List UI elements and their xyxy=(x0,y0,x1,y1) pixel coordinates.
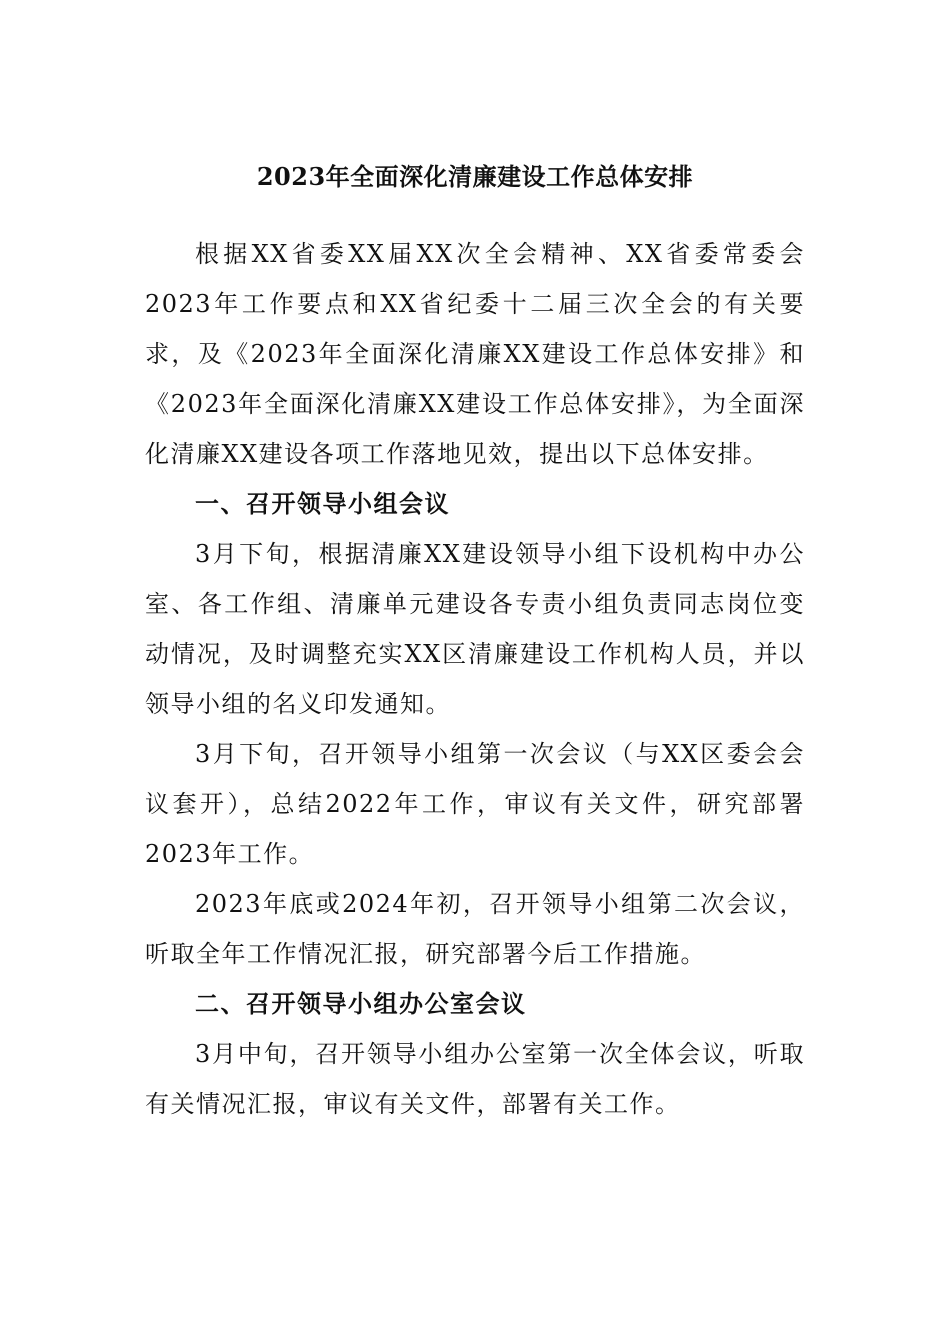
section-1-paragraph-2: 3月下旬，召开领导小组第一次会议（与XX区委会会议套开），总结2022年工作，审议有关文件，研究部署2023年工作。 xyxy=(145,740,805,868)
section-heading-2: 二、召开领导小组办公室会议 xyxy=(195,989,527,1018)
intro-paragraph: 根据XX省委XX届XX次全会精神、XX省委常委会2023年工作要点和XX省纪委十二届三次全会的有关要求，及《2023年全面深化清廉XX建设工作总体安排》和《2023年全面深化清廉XX建设工作总体安排》，为全面深化清廉XX建设各项工作落地见效，提出以下总体安排。 xyxy=(145,240,805,468)
section-heading-1: 一、召开领导小组会议 xyxy=(195,489,450,518)
document-body xyxy=(145,229,805,1129)
document-title: 2023年全面深化清廉建设工作总体安排 xyxy=(256,162,694,191)
section-1-paragraph-1: 3月下旬，根据清廉XX建设领导小组下设机构中办公室、各工作组、清廉单元建设各专责小组负责同志岗位变动情况，及时调整充实XX区清廉建设工作机构人员，并以领导小组的名义印发通知。 xyxy=(145,540,805,718)
section-2-paragraph-1: 3月中旬，召开领导小组办公室第一次全体会议，听取有关情况汇报，审议有关文件，部署有关工作。 xyxy=(145,1040,805,1118)
section-1-paragraph-3: 2023年底或2024年初，召开领导小组第二次会议，听取全年工作情况汇报，研究部署今后工作措施。 xyxy=(145,890,805,968)
